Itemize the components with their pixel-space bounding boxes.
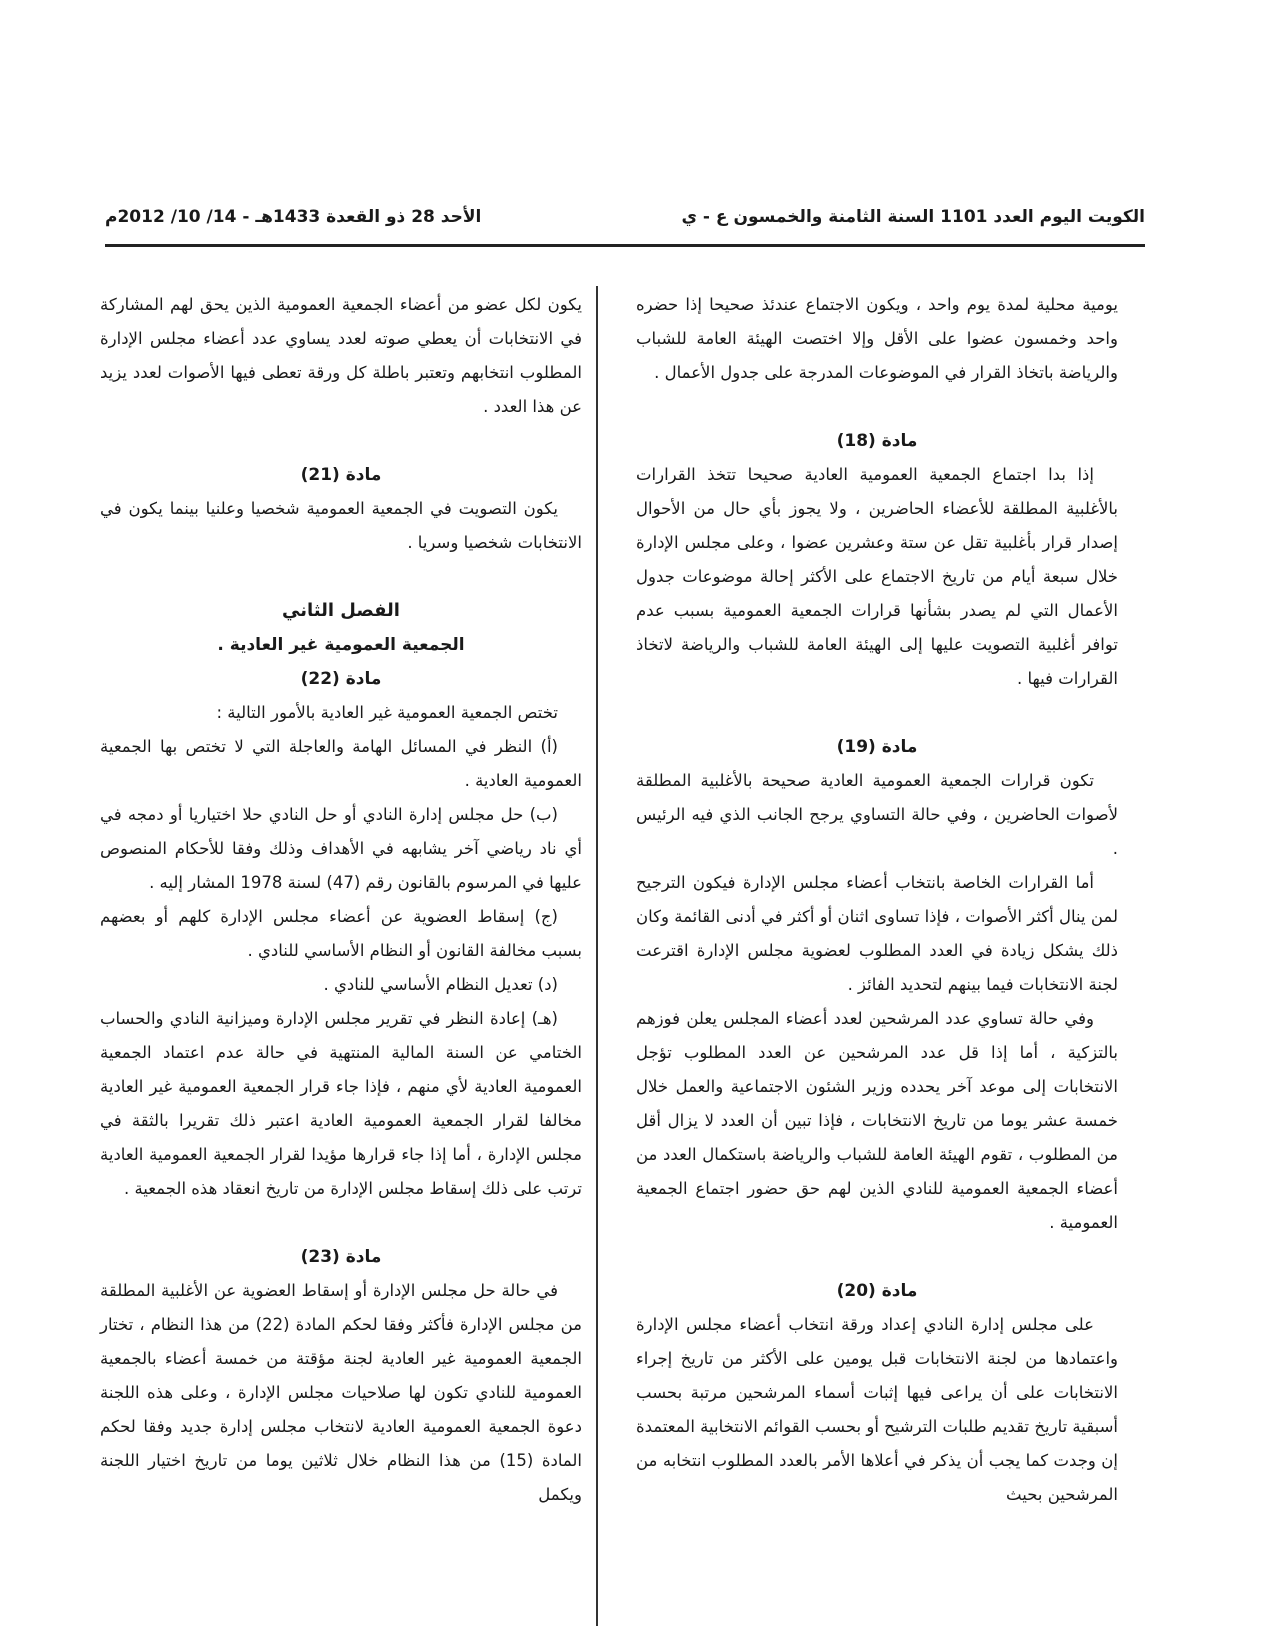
article-22-item-d: (د) تعديل النظام الأساسي للنادي . (323, 975, 558, 994)
continued-paragraph: يكون لكل عضو من أعضاء الجمعية العمومية الذين يحق لهم المشاركة في الانتخابات أن يعطي صوته لعدد يساوي عدد أعضاء مجلس الإدارة المطلوب انتخابهم وتعتبر باطلة كل ورقة تعطى فيها الأصوات لعدد يزيد عن هذا العدد . (100, 295, 582, 416)
article-22-item-b: (ب) حل مجلس إدارة النادي أو حل النادي حلا اختياريا أو دمجه في أي ناد رياضي آخر يشابهه في الأهداف وذلك وفقا للأحكام المنصوص عليها في المرسوم بالقانون رقم (47) لسنة 1978 المشار إليه . (100, 805, 582, 892)
article-19-paragraph-3: وفي حالة تساوي عدد المرشحين لعدد أعضاء المجلس يعلن فوزهم بالتزكية ، أما إذا قل عدد المرشحين عن العدد المطلوب تؤجل الانتخابات إلى موعد آخر يحدده وزير الشئون الاجتماعية والعمل خلال خمسة عشر يوما من تاريخ الانتخابات ، فإذا تبين أن العدد لا يزال أقل من المطلوب ، تقوم الهيئة العامة للشباب والرياضة باستكمال العدد من أعضاء الجمعية العمومية للنادي الذين لهم حق حضور اجتماع الجمعية العمومية . (636, 1009, 1118, 1232)
article-19-title: مادة (19) (836, 737, 918, 757)
article-18-text: إذا بدا اجتماع الجمعية العمومية العادية صحيحا تتخذ القرارات بالأغلبية المطلقة للأعضاء الحاضرين ، ولا يجوز بأي حال من الأحوال إصدار قرار بأغلبية تقل عن ستة وعشرين عضوا ، وعلى مجلس الإدارة خلال سبعة أيام من تاريخ الاجتماع على الأكثر إحالة موضوعات جدول الأعمال التي لم يصدر بشأنها قرارات الجمعية العمومية بسبب عدم توافر أغلبية التصويت عليها إلى الهيئة العامة للشباب والرياضة لاتخاذ القرارات فيها . (636, 465, 1118, 688)
article-23-title: مادة (23) (300, 1247, 382, 1267)
article-21-text: يكون التصويت في الجمعية العمومية شخصيا وعلنيا بينما يكون في الانتخابات شخصيا وسريا . (100, 499, 582, 552)
continued-paragraph: يومية محلية لمدة يوم واحد ، ويكون الاجتماع عندئذ صحيحا إذا حضره واحد وخمسون عضوا على الأقل وإلا اختصت الهيئة العامة للشباب والرياضة باتخاذ القرار في الموضوعات المدرجة على جدول الأعمال . (636, 295, 1118, 382)
article-21-title: مادة (21) (300, 465, 382, 485)
article-22-intro: تختص الجمعية العمومية غير العادية بالأمور التالية : (216, 703, 558, 722)
chapter-title: الفصل الثاني (282, 600, 400, 621)
article-22-title: مادة (22) (300, 669, 382, 689)
article-20-title: مادة (20) (836, 1281, 918, 1301)
left-column (100, 288, 582, 1512)
header-rule (105, 244, 1145, 247)
article-22-item-a: (أ) النظر في المسائل الهامة والعاجلة التي لا تختص بها الجمعية العمومية العادية . (100, 737, 582, 790)
article-22-item-e: (هـ) إعادة النظر في تقرير مجلس الإدارة وميزانية النادي والحساب الختامي عن السنة المالية المنتهية في حالة عدم اعتماد الجمعية العمومية العادية لأي منهم ، فإذا جاء قرار الجمعية العمومية غير العادية مخالفا لقرار الجمعية العمومية العادية اعتبر ذلك تقريرا بالثقة في مجلس الإدارة ، أما إذا جاء قرارها مؤيدا لقرار الجمعية العمومية العادية ترتب على ذلك إسقاط مجلس الإدارة من تاريخ انعقاد هذه الجمعية . (100, 1009, 582, 1198)
column-divider (596, 286, 598, 1626)
right-column (636, 288, 1118, 1512)
article-18-title: مادة (18) (836, 431, 918, 451)
article-22-item-c: (ج) إسقاط العضوية عن أعضاء مجلس الإدارة كلهم أو بعضهم بسبب مخالفة القانون أو النظام الأساسي للنادي . (100, 907, 582, 960)
header-date: الأحد 28 ذو القعدة 1433هـ - 14/ 10/ 2012م (105, 207, 482, 227)
article-19-paragraph-1: تكون قرارات الجمعية العمومية العادية صحيحة بالأغلبية المطلقة لأصوات الحاضرين ، وفي حالة التساوي يرجح الجانب الذي فيه الرئيس . (636, 771, 1118, 858)
article-20-text: على مجلس إدارة النادي إعداد ورقة انتخاب أعضاء مجلس الإدارة واعتمادها من لجنة الانتخابات قبل يومين على الأكثر من تاريخ إجراء الانتخابات على أن يراعى فيها إثبات أسماء المرشحين مرتبة بحسب أسبقية تاريخ تقديم طلبات الترشيح أو بحسب القوائم الانتخابية المعتمدة إن وجدت كما يجب أن يذكر في أعلاها الأمر بالعدد المطلوب انتخابه من المرشحين بحيث (635, 1315, 1118, 1504)
page-header (105, 200, 1145, 234)
article-23-text: في حالة حل مجلس الإدارة أو إسقاط العضوية عن الأغلبية المطلقة من مجلس الإدارة فأكثر وفقا لحكم المادة (22) من هذا النظام ، تختار الجمعية العمومية غير العادية لجنة مؤقتة من خمسة أعضاء بالجمعية العمومية للنادي تكون لها صلاحيات مجلس الإدارة ، وعلى هذه اللجنة دعوة الجمعية العمومية العادية لانتخاب مجلس إدارة جديد وفقا لحكم المادة (15) من هذا النظام خلال ثلاثين يوما من تاريخ اختيار اللجنة ويكمل (100, 1281, 582, 1504)
article-19-paragraph-2: أما القرارات الخاصة بانتخاب أعضاء مجلس الإدارة فيكون الترجيح لمن ينال أكثر الأصوات ، فإذا تساوى اثنان أو أكثر في أدنى القائمة وكان ذلك يشكل زيادة في العدد المطلوب لعضوية مجلس الإدارة اقترعت لجنة الانتخابات فيما بينهم لتحديد الفائز . (636, 873, 1118, 994)
chapter-subtitle: الجمعية العمومية غير العادية . (217, 635, 465, 655)
header-issue-info: الكويت اليوم العدد 1101 السنة الثامنة والخمسون ع - ي (681, 207, 1145, 227)
